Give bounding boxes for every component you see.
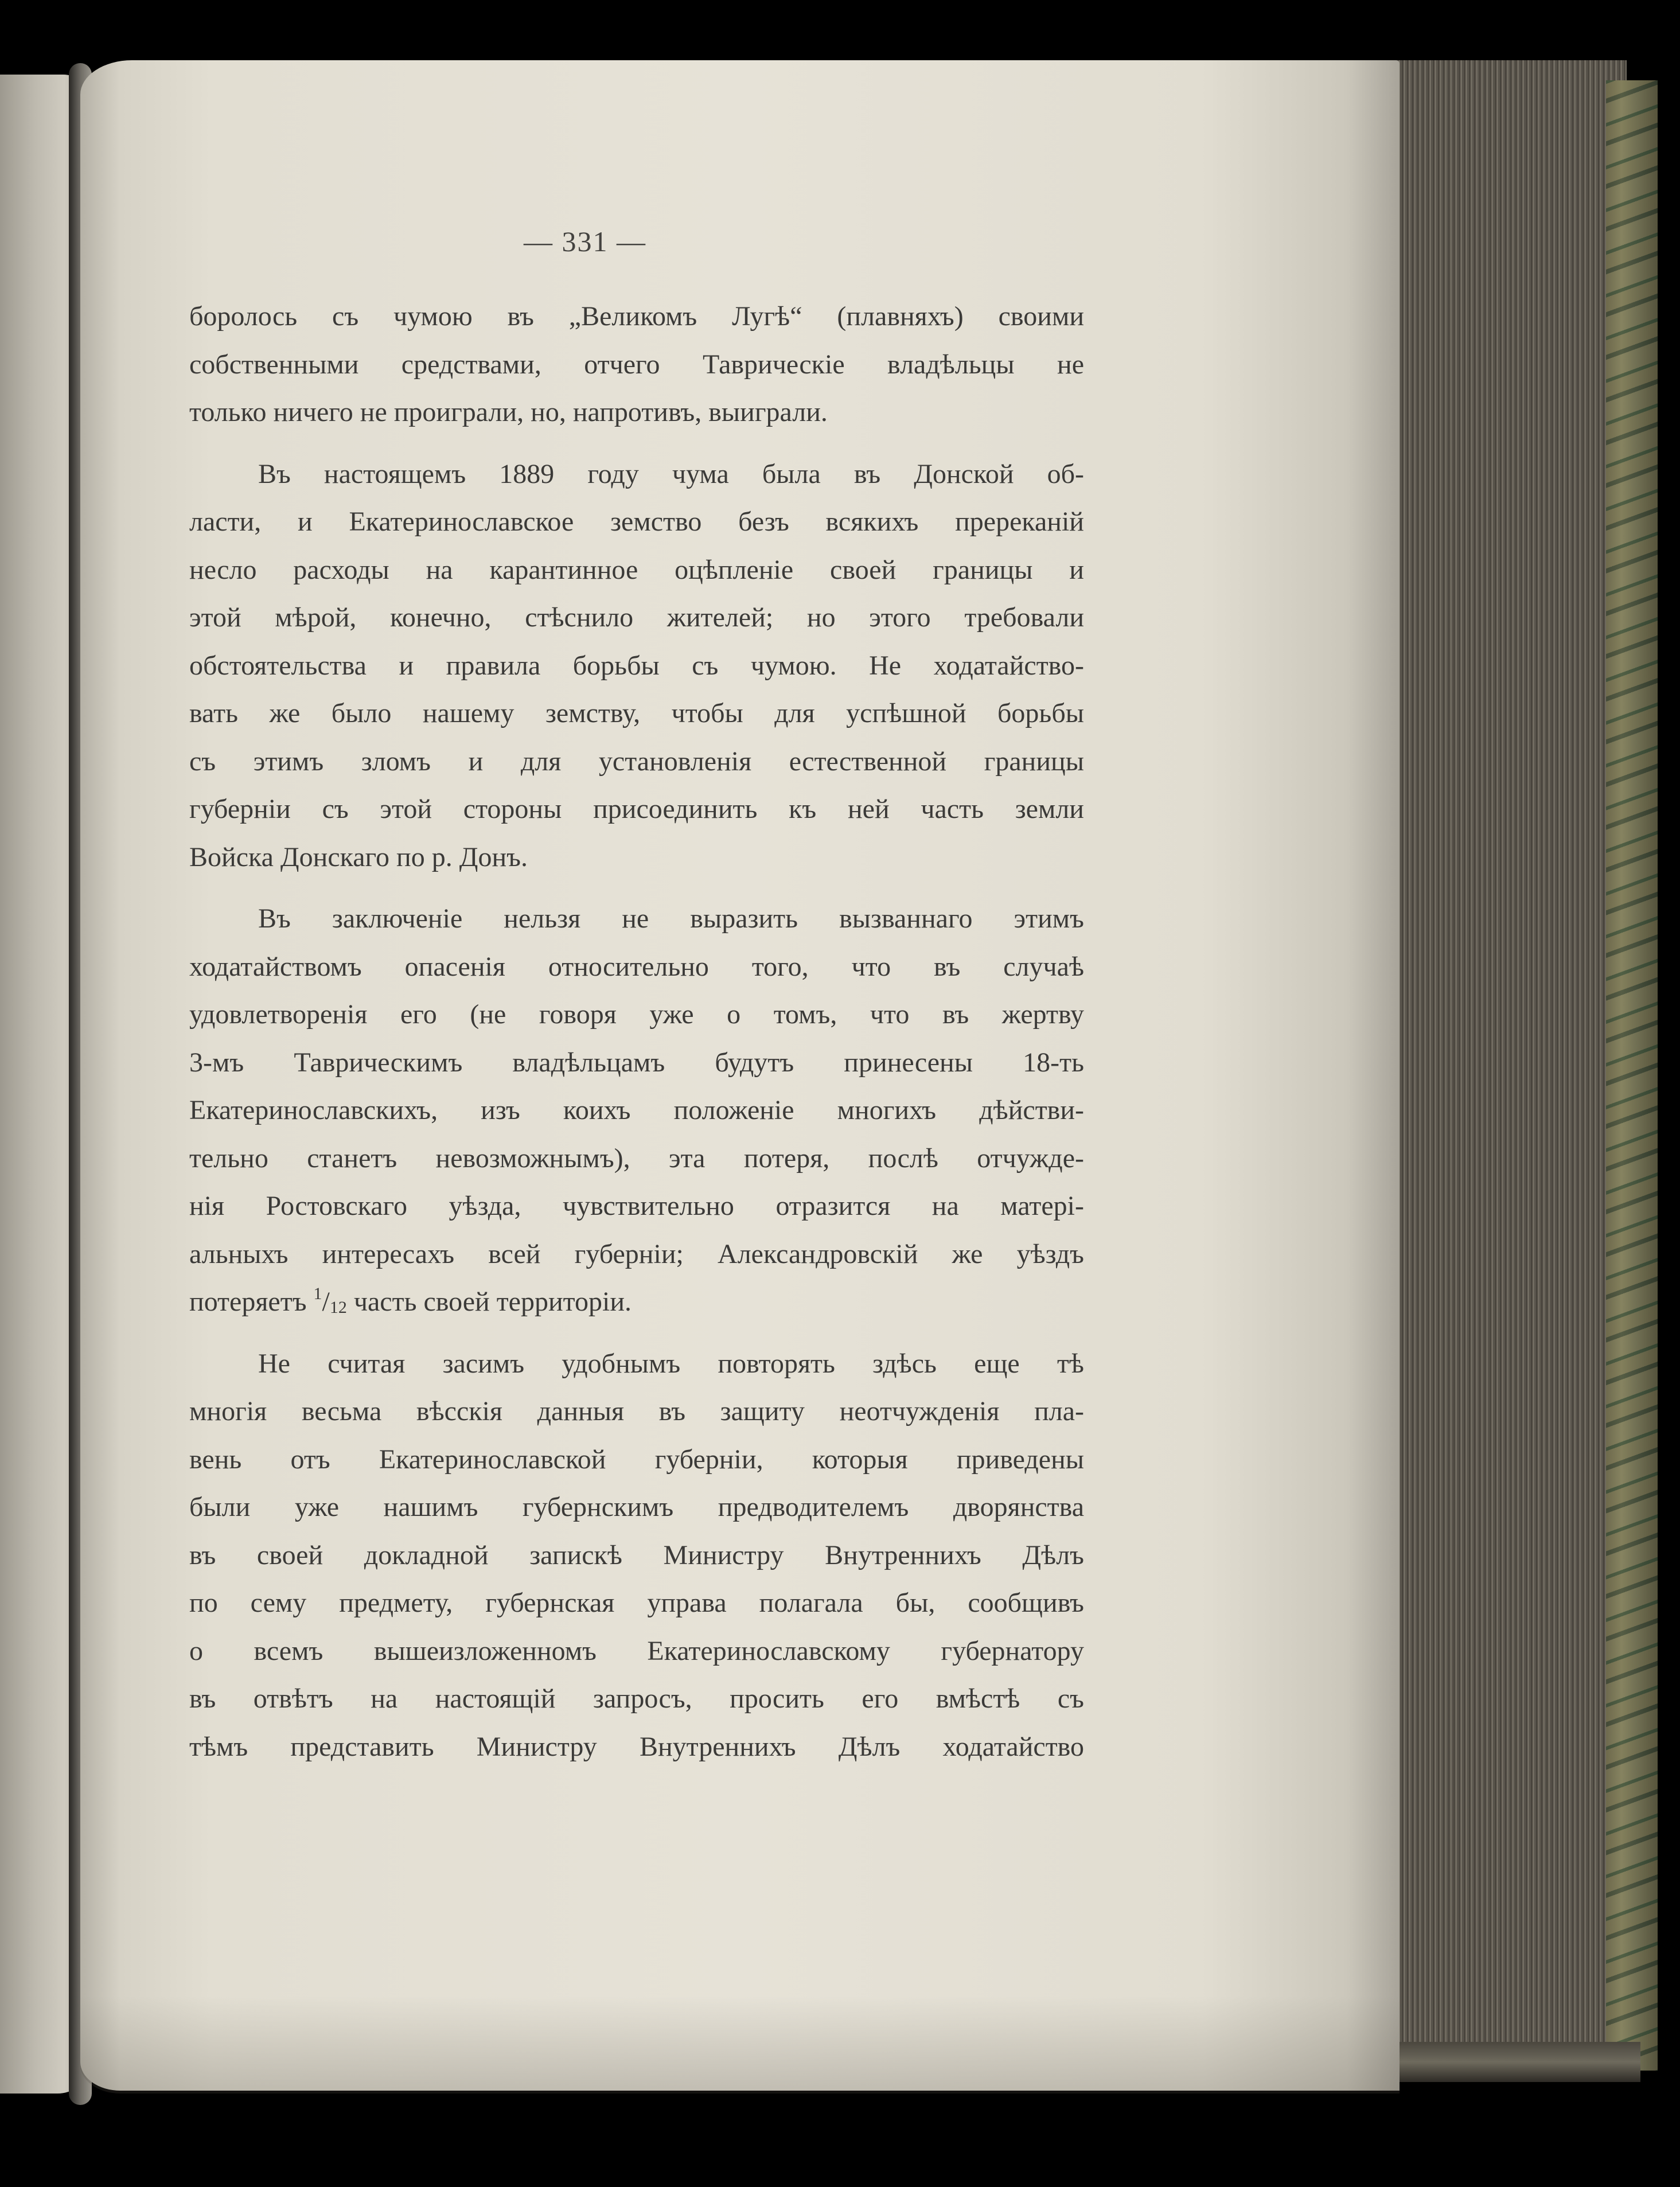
text-line: ходатайствомъ опасенія относительно того, что въ случаѣ xyxy=(189,951,1084,982)
text-line: Не считая засимъ удобнымъ повторять здѣсь еще тѣ xyxy=(258,1348,1084,1379)
text-line: тельно станетъ невозможнымъ), эта потеря, послѣ отчужде- xyxy=(189,1143,1084,1174)
text-line: удовлетворенія его (не говоря уже о томъ, что въ жертву xyxy=(189,999,1084,1030)
text-line: несло расходы на карантинное оцѣпленіе своей границы и xyxy=(189,554,1084,585)
text-line: въ своей докладной запискѣ Министру Внутреннихъ Дѣлъ xyxy=(189,1539,1084,1570)
fraction-line-before: потеряетъ xyxy=(189,1287,314,1317)
text-line: вень отъ Екатеринославской губерніи, которыя приведены xyxy=(189,1444,1084,1475)
text-line: были уже нашимъ губернскимъ предводителемъ дворянства xyxy=(189,1492,1084,1522)
text-line: ласти, и Екатеринославское земство безъ всякихъ пререканій xyxy=(189,506,1084,537)
text-line: Въ заключеніе нельзя не выразить вызваннаго этимъ xyxy=(258,903,1084,934)
fraction-denominator: 12 xyxy=(329,1298,347,1317)
text-line: въ отвѣтъ на настоящій запросъ, просить его вмѣстѣ съ xyxy=(189,1683,1084,1714)
page-number: — 331 — xyxy=(524,225,646,258)
text-line: многія весьма вѣсскія данныя въ защиту неотчужденія пла- xyxy=(189,1396,1084,1426)
text-line: вать же было нашему земству, чтобы для успѣшной борьбы xyxy=(189,698,1084,728)
text-line: собственными средствами, отчего Таврическіе владѣльцы не xyxy=(189,349,1084,380)
text-line: съ этимъ зломъ и для установленія естественной границы xyxy=(189,746,1084,777)
text-line: только ничего не проиграли, но, напротивъ, выиграли. xyxy=(189,397,828,427)
page-number-row xyxy=(189,218,1084,266)
paragraph-3 xyxy=(189,895,1084,1326)
text-line: губерніи съ этой стороны присоединить къ ней часть земли xyxy=(189,794,1084,824)
cover-marbling xyxy=(1606,80,1658,2071)
text-line: о всемъ вышеизложенномъ Екатеринославскому губернатору xyxy=(189,1635,1084,1666)
text-line: Екатеринославскихъ, изъ коихъ положеніе многихъ дѣйстви- xyxy=(189,1095,1084,1125)
text-line: обстоятельства и правила борьбы съ чумою. Не ходатайство- xyxy=(189,650,1084,681)
text-line: альныхъ интересахъ всей губерніи; Александровскій же уѣздъ xyxy=(189,1238,1084,1269)
text-line: боролось съ чумою въ „Великомъ Лугѣ“ (плавняхъ) своими xyxy=(189,301,1084,332)
book-bottom-edge xyxy=(1400,2042,1640,2082)
text-line: Войска Донскаго по р. Донъ. xyxy=(189,841,528,872)
paragraph-2 xyxy=(189,450,1084,882)
paragraph-1 xyxy=(189,293,1084,436)
text-line: по сему предмету, губернская управа полагала бы, сообщивъ xyxy=(189,1588,1084,1618)
text-line: этой мѣрой, конечно, стѣснило жителей; но этого требовали xyxy=(189,602,1084,633)
text-line: тѣмъ представить Министру Внутреннихъ Дѣлъ ходатайство xyxy=(189,1731,1084,1762)
text-line: 3-мъ Таврическимъ владѣльцамъ будутъ принесены 18-ть xyxy=(189,1047,1084,1078)
page-shadow xyxy=(80,1996,1400,2094)
page-text-block xyxy=(189,218,1084,1784)
text-line: Въ настоящемъ 1889 году чума была въ Донской об- xyxy=(258,458,1084,489)
text-line: нія Ростовскаго уѣзда, чувствительно отразится на матері- xyxy=(189,1191,1084,1221)
page-edges xyxy=(1388,60,1627,2056)
fraction-numerator: 1 xyxy=(313,1284,322,1303)
paragraph-4 xyxy=(189,1340,1084,1771)
fraction-line-after: часть своей территоріи. xyxy=(346,1287,632,1317)
text-line-fraction: потеряетъ $^1/_{12}$ часть своей территоріи. xyxy=(189,1284,632,1317)
